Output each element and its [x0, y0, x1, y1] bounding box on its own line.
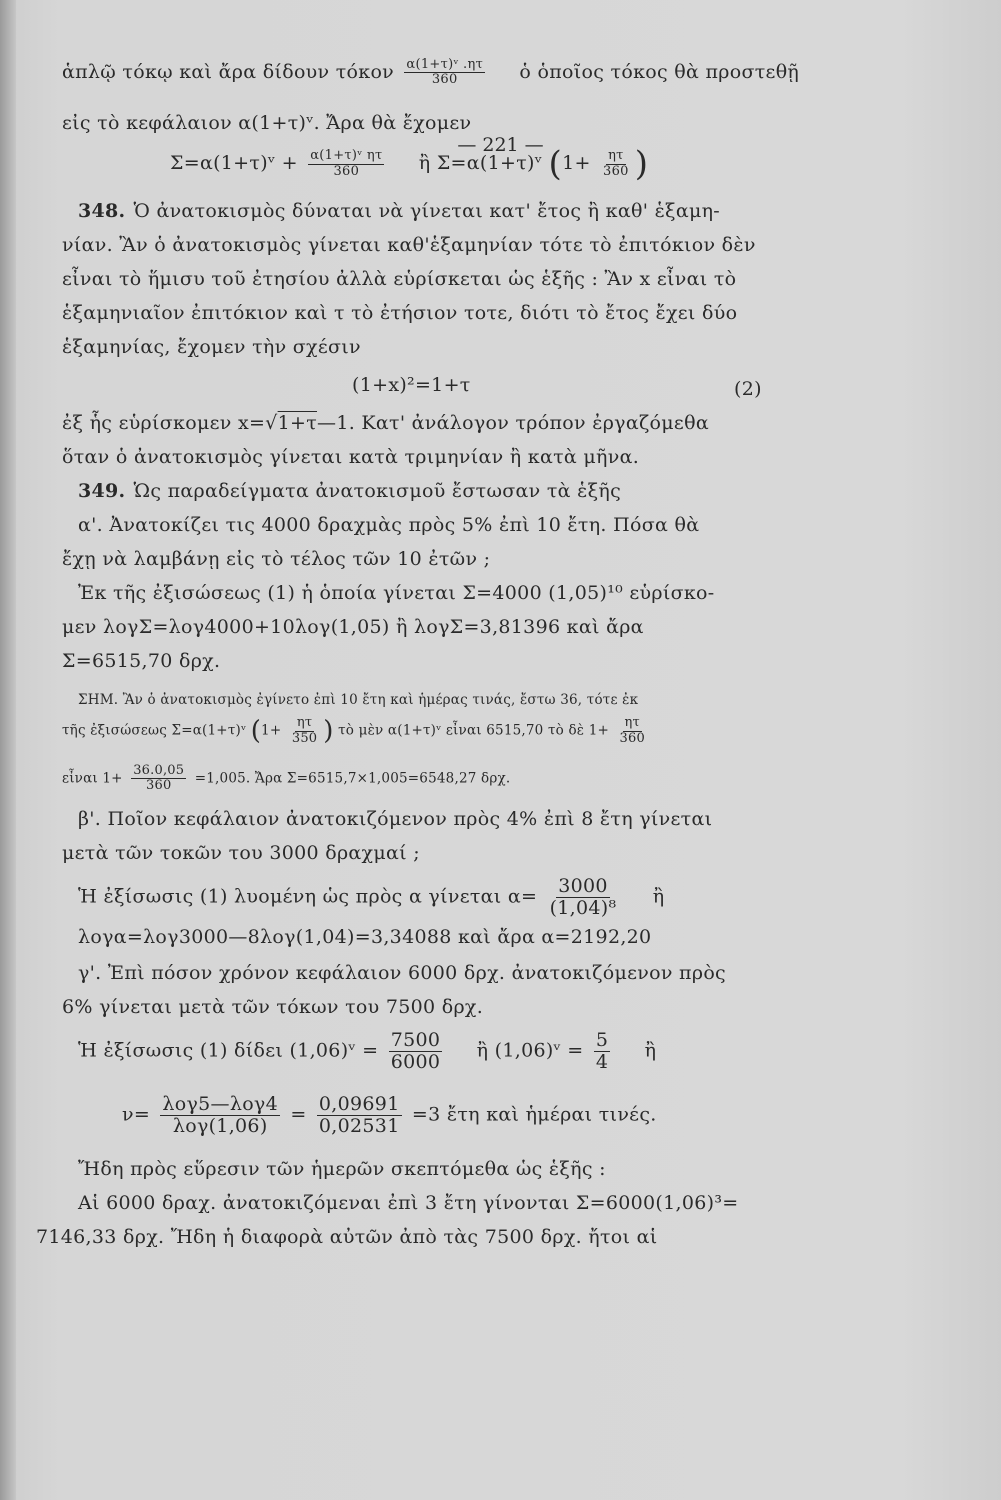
paragraph-348-line: ὅταν ὁ ἀνατοκισμὸς γίνεται κατὰ τριμηνίαν ἢ κατὰ μῆνα.: [62, 446, 640, 468]
fraction: $\frac{3000}{\text{(1,04)⁸}}$: [549, 875, 617, 919]
example-b-line: μετὰ τῶν τοκῶν του 3000 δραχμαί ;: [62, 842, 420, 864]
example-c-line: 6% γίνεται μετὰ τῶν τόκων του 7500 δρχ.: [62, 996, 484, 1018]
example-c-line: 7146,33 δρχ. Ἤδη ἡ διαφορὰ αὐτῶν ἀπὸ τὰς 7500 δρχ. ἤτοι αἱ: [36, 1226, 658, 1248]
note-line: ΣΗΜ. Ἂν ὁ ἀνατοκισμὸς ἐγίνετο ἐπὶ 10 ἔτη καὶ ἡμέρας τινάς, ἔστω 36, τότε ἐκ: [78, 692, 639, 708]
example-a-line: Ἐκ τῆς ἐξισώσεως (1) ἡ ὁποία γίνεται Σ=4000 (1,05)¹⁰ εὑρίσκο-: [78, 582, 715, 604]
text-line: εἰς τὸ κεφάλαιον α(1+τ)ᵛ. Ἄρα θὰ ἔχομεν: [62, 112, 472, 134]
example-a-line: μεν λογΣ=λογ4000+10λογ(1,05) ἢ λογΣ=3,81396 καὶ ἄρα: [62, 616, 644, 638]
equation-2-label: (2): [734, 378, 762, 400]
paragraph-348-line: νίαν. Ἂν ὁ ἀνατοκισμὸς γίνεται καθ'ἑξαμηνίαν τότε τὸ ἐπιτόκιον δὲν: [62, 234, 756, 256]
note-line: εἶναι 1+ $\frac{36.0,05}{360}$ =1,005. Ἄρα Σ=6515,7×1,005=6548,27 δρχ.: [62, 763, 511, 794]
example-a-line: α'. Ἀνατοκίζει τις 4000 δραχμὰς πρὸς 5% ἐπὶ 10 ἔτη. Πόσα θὰ: [78, 514, 700, 536]
paragraph-349-line: 349. Ὡς παραδείγματα ἀνατοκισμοῦ ἔστωσαν τὰ ἑξῆς: [78, 480, 622, 502]
fraction: $\frac{0,09691}{0,02531}$: [318, 1093, 400, 1137]
paragraph-348-line: ἑξαμηνιαῖον ἐπιτόκιον καὶ τ τὸ ἐτήσιον τοτε, διότι τὸ ἔτος ἔχει δύο: [62, 302, 738, 324]
fraction: $\frac{\eta\tau}{360}$: [603, 148, 629, 179]
paragraph-348-line: εἶναι τὸ ἥμισυ τοῦ ἐτησίου ἀλλὰ εὑρίσκεται ὡς ἑξῆς : Ἂν x εἶναι τὸ: [62, 268, 737, 290]
example-c-line: Ἡ ἐξίσωσις (1) δίδει (1,06)ᵛ = $\frac{7500}{6000}$ ἢ (1,06)ᵛ = $\frac{5}{4}$ ἢ: [78, 1029, 657, 1073]
fraction: $\frac{\eta\tau}{350}$: [291, 715, 318, 746]
example-b-line: β'. Ποῖον κεφάλαιον ἀνατοκιζόμενον πρὸς 4% ἐπὶ 8 ἔτη γίνεται: [78, 808, 713, 830]
page-number: — 221 —: [457, 134, 544, 156]
equation-2: (1+x)²=1+τ: [352, 374, 471, 396]
paragraph-348-line: ἑξαμηνίας, ἔχομεν τὴν σχέσιν: [62, 336, 361, 358]
note-line: τῆς ἐξισώσεως Σ=α(1+τ)ᵛ (1+ $\frac{\eta\tau}{350}$ ) τὸ μὲν α(1+τ)ᵛ εἶναι 6515,70 τὸ δὲ 1+ $\frac{\eta\tau}{360}$: [62, 715, 645, 746]
example-c-line: γ'. Ἐπὶ πόσον χρόνον κεφάλαιον 6000 δρχ. ἀνατοκιζόμενον πρὸς: [78, 962, 726, 984]
fraction: $\frac{36.0,05}{360}$: [133, 763, 185, 794]
fraction: $\frac{\text{α(1+τ)ᵛ ητ}}{360}$: [310, 148, 383, 179]
example-b-line: Ἡ ἐξίσωσις (1) λυομένη ὡς πρὸς α γίνεται α= $\frac{3000}{\text{(1,04)⁸}}$ ἢ: [78, 875, 665, 919]
fraction: $\frac{7500}{6000}$: [390, 1029, 441, 1073]
paragraph-348-line: ἐξ ἧς εὑρίσκομεν x=√1+τ—1. Κατ' ἀνάλογον τρόπον ἐργαζόμεθα: [62, 412, 709, 434]
equation-1: Σ=α(1+τ)ᵛ + $\frac{\text{α(1+τ)ᵛ ητ}}{360}$ ἢ Σ=α(1+τ)ᵛ (1+ $\frac{\eta\tau}{360}$ ): [170, 144, 649, 184]
page-binding-shadow: [0, 0, 16, 1500]
example-b-line: λογα=λογ3000—8λογ(1,04)=3,34088 καὶ ἄρα α=2192,20: [78, 926, 652, 948]
paragraph-348-line: 348. Ὁ ἀνατοκισμὸς δύναται νὰ γίνεται κατ' ἔτος ἢ καθ' ἑξαμη-: [78, 200, 721, 222]
example-c-line: Αἱ 6000 δραχ. ἀνατοκιζόμεναι ἐπὶ 3 ἔτη γίνονται Σ=6000(1,06)³=: [78, 1192, 739, 1214]
fraction: $\frac{5}{4}$: [595, 1029, 609, 1073]
fraction: $\frac{\text{λογ5—λογ4}}{\text{λογ(1,06)}}$: [162, 1093, 278, 1137]
example-a-line: Σ=6515,70 δρχ.: [62, 650, 221, 672]
fraction: $\frac{\eta\tau}{360}$: [619, 715, 645, 746]
fraction: $\frac{\text{α(1+τ)ᵛ .ητ}}{360}$: [406, 57, 484, 88]
text-line: ἁπλῷ τόκῳ καὶ ἄρα δίδουν τόκον $\frac{\text{α(1+τ)ᵛ .ητ}}{360}$ ὁ ὁποῖος τόκος θὰ προστεθῇ: [62, 57, 800, 88]
example-a-line: ἔχῃ νὰ λαμβάνῃ εἰς τὸ τέλος τῶν 10 ἐτῶν ;: [62, 548, 491, 570]
example-c-line: ν= $\frac{\text{λογ5—λογ4}}{\text{λογ(1,06)}}$ = $\frac{0,09691}{0,02531}$ =3 ἔτη καὶ ἡμέραι τινές.: [122, 1093, 657, 1137]
example-c-line: Ἤδη πρὸς εὕρεσιν τῶν ἡμερῶν σκεπτόμεθα ὡς ἑξῆς :: [78, 1158, 606, 1180]
